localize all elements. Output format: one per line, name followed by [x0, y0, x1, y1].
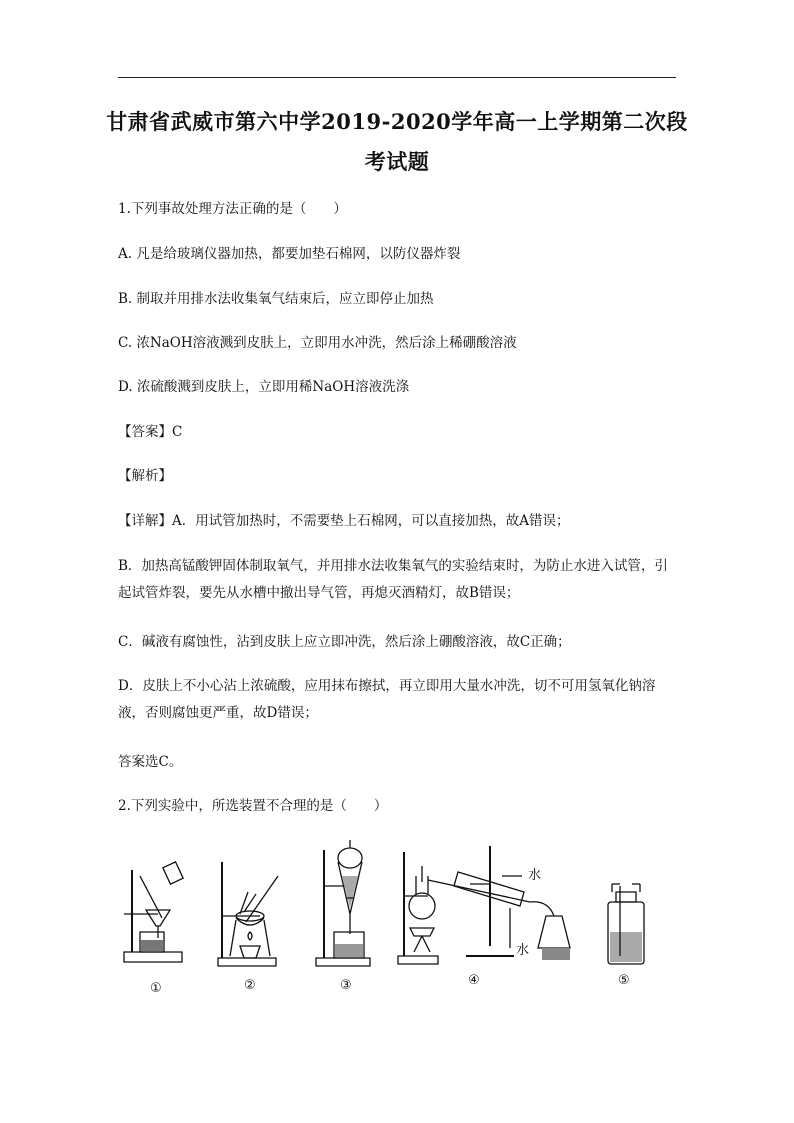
- q1-answer: 【答案】C: [118, 424, 183, 440]
- apparatus-figure: [110, 836, 670, 996]
- apparatus-1-filtration: [124, 862, 183, 962]
- apparatus-3-separatory-funnel: [316, 840, 370, 966]
- q1-detail-d: D．皮肤上不小心沾上浓硫酸，应用抹布擦拭，再立即用大量水冲洗，切不可用氢氧化钠溶液，否则腐蚀更严重，故D错误；: [118, 678, 656, 721]
- apparatus-5-gas-bottle: [608, 884, 644, 964]
- page-title-line1: 甘肃省武威市第六中学2019-2020学年高一上学期第二次段: [106, 109, 688, 134]
- page-title-line2: 考试题: [364, 149, 430, 174]
- q1-detail-a: 【详解】A．用试管加热时，不需要垫上石棉网，可以直接加热，故A错误；: [118, 513, 570, 529]
- q1-option-c: C. 浓NaOH溶液溅到皮肤上，立即用水冲洗，然后涂上稀硼酸溶液: [118, 335, 517, 351]
- label-5: ⑤: [618, 973, 630, 988]
- q2-stem: 2.下列实验中，所选装置不合理的是（ ）: [118, 798, 388, 814]
- label-3: ③: [340, 978, 352, 993]
- water-in-label: 水: [516, 943, 530, 958]
- q1-detail-b: B．加热高锰酸钾固体制取氧气，并用排水法收集氧气的实验结束时，为防止水进入试管，引起试管炸裂，要先从水槽中撤出导气管，再熄灭酒精灯，故B错误；: [118, 558, 668, 601]
- label-1: ①: [150, 981, 162, 996]
- label-4: ④: [468, 973, 480, 988]
- apparatus-2-evaporation: [218, 862, 278, 966]
- header-rule: [118, 77, 676, 78]
- water-out-label: 水: [528, 868, 542, 883]
- q1-option-b: B. 制取并用排水法收集氧气结束后，应立即停止加热: [118, 291, 434, 307]
- label-2: ②: [244, 978, 256, 993]
- q1-option-d: D. 浓硫酸溅到皮肤上，立即用稀NaOH溶液洗涤: [118, 379, 410, 395]
- q1-stem: 1.下列事故处理方法正确的是（ ）: [118, 201, 347, 217]
- q1-analysis-heading: 【解析】: [118, 468, 172, 484]
- q1-conclusion: 答案选C。: [118, 754, 183, 770]
- q1-option-a: A. 凡是给玻璃仪器加热，都要加垫石棉网，以防仪器炸裂: [118, 246, 461, 262]
- q1-detail-c: C．碱液有腐蚀性，沾到皮肤上应立即冲洗，然后涂上硼酸溶液，故C正确；: [118, 634, 571, 650]
- apparatus-4-distillation: [398, 846, 570, 964]
